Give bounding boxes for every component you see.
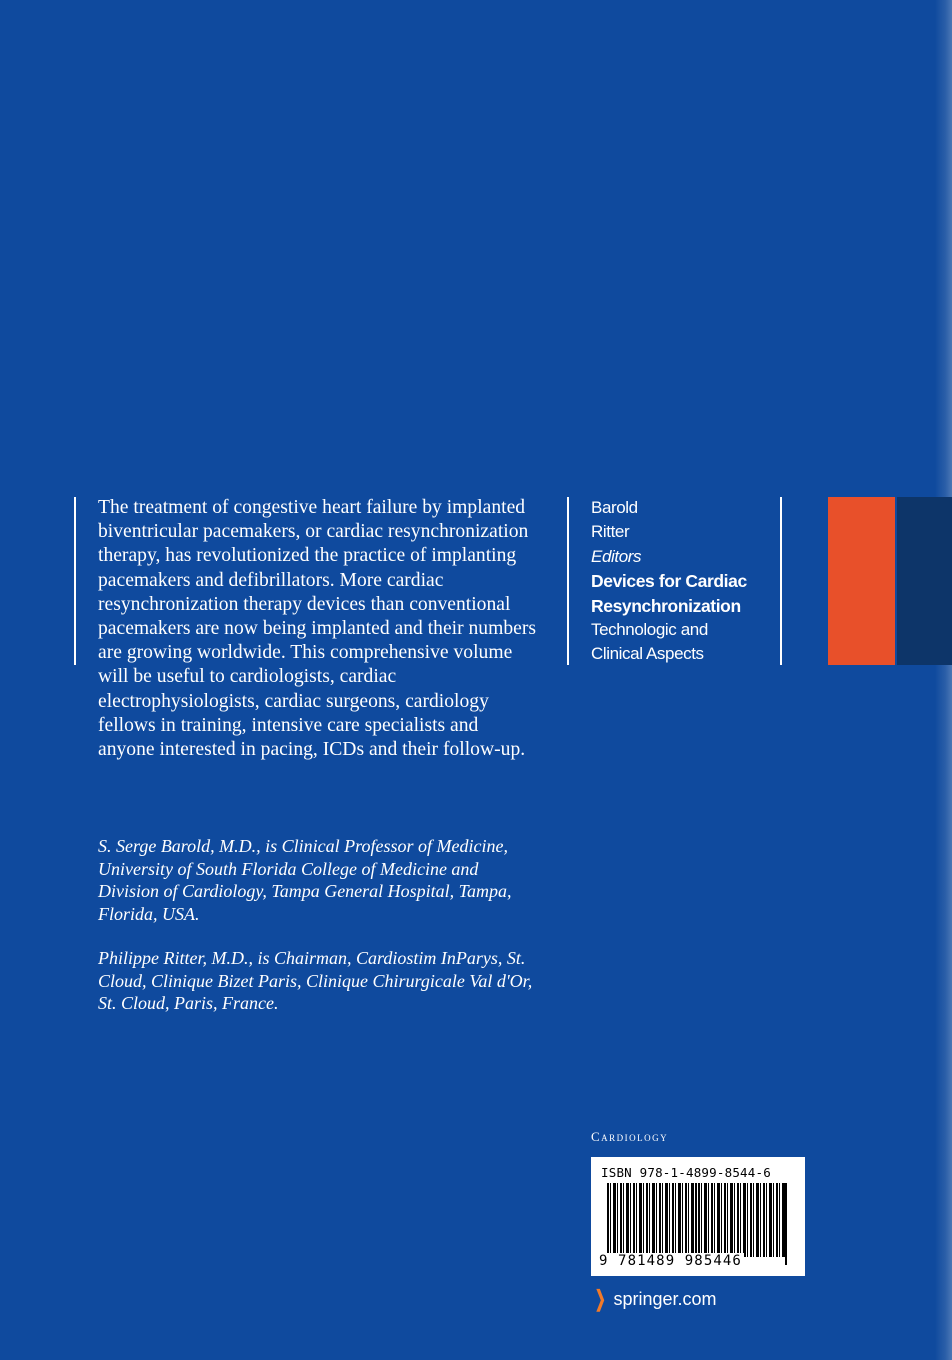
barcode-digits: 9 781489 985446 <box>599 1253 742 1269</box>
editor-name-ritter: Ritter <box>591 522 630 542</box>
book-subtitle-line-2: Clinical Aspects <box>591 644 704 664</box>
barcode-guard-right <box>785 1183 787 1265</box>
spine-edge <box>935 0 952 1360</box>
book-title-line-1: Devices for Cardiac <box>591 571 747 592</box>
orange-color-band <box>828 497 895 665</box>
left-divider-line <box>74 497 76 665</box>
editor-bio-barold: S. Serge Barold, M.D., is Clinical Professor of Medicine, University of South Florida College of Medicine and Division of Cardiology, Tampa General Hospital, Tampa, Florida, USA. <box>98 836 512 924</box>
editors-label: Editors <box>591 546 642 566</box>
isbn-label: ISBN 978-1-4899-8544-6 <box>601 1165 771 1180</box>
publisher-url: springer.com <box>613 1288 717 1309</box>
side-left-divider-line <box>567 497 569 665</box>
barcode-bars <box>607 1183 787 1257</box>
category-label: Cardiology <box>591 1129 669 1144</box>
navy-color-band <box>897 497 952 665</box>
book-info-panel <box>591 496 781 667</box>
isbn-barcode <box>591 1157 805 1276</box>
chevron-right-icon: ❯ <box>594 1286 606 1311</box>
book-title-line-2: Resynchronization <box>591 595 741 616</box>
back-cover-blurb: The treatment of congestive heart failure by implanted biventricular pacemakers, or cardiac resynchronization therapy, has revolutionized the practice of implanting pacemakers and defibrillators. More cardiac resynchronization therapy devices than conventional pacemakers are now being implanted and their numbers are growing worldwide. This comprehensive volume will be useful to cardiologists, cardiac electrophysiologists, cardiac surgeons, cardiology fellows in training, intensive care specialists and anyone interested in pacing, ICDs and their follow-up. <box>98 497 536 761</box>
editor-bio-ritter: Philippe Ritter, M.D., is Chairman, Cardiostim InParys, St. Cloud, Clinique Bizet Paris, Clinique Chirurgicale Val d'Or, St. Cloud, Paris, France. <box>98 948 533 1014</box>
publisher-link[interactable] <box>591 1286 716 1312</box>
book-subtitle-line-1: Technologic and <box>591 620 708 640</box>
editor-name-barold: Barold <box>591 498 638 517</box>
